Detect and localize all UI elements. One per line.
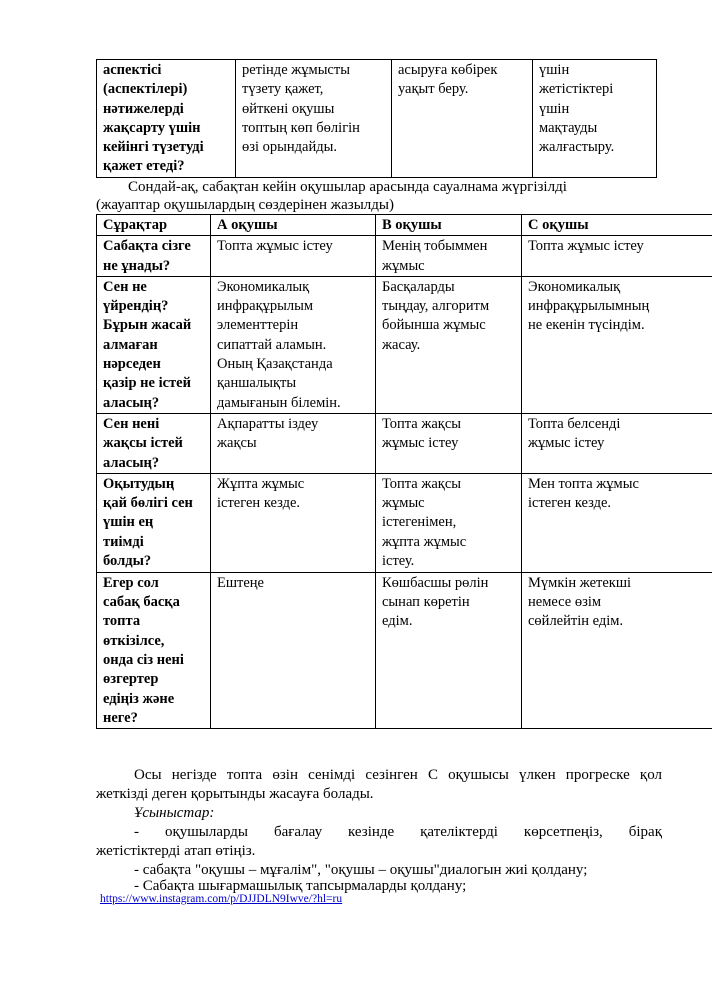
suggestion-item: - оқушыларды бағалау кезінде қателіктерді көрсетпеңіз, бірақ bbox=[134, 824, 662, 840]
suggestion-item: - сабақта "оқушы – мұғалім", "оқушы – оқушы"диалогын жиі қолдану; bbox=[134, 862, 588, 878]
answer-cell: Менің тобыммен жұмыс bbox=[376, 236, 522, 277]
table-cell: аспектісі (аспектілері) нәтижелерді жақсарту үшін кейінгі түзетуді қажет етеді? bbox=[97, 60, 236, 178]
answer-cell: Мен топта жұмыс істеген кезде. bbox=[522, 473, 712, 572]
answer-cell: Ештеңе bbox=[211, 572, 376, 728]
conclusion-line: жеткізді деген қорытынды жасауға болады. bbox=[96, 786, 374, 802]
question-cell: Егер сол сабақ басқа топта өткізілсе, онда сіз нені өзгертер едіңіз және неге? bbox=[97, 572, 211, 728]
table-row bbox=[97, 413, 712, 473]
answer-cell: Басқаларды тыңдау, алгоритм бойынша жұмыс жасау. bbox=[376, 276, 522, 413]
table-row bbox=[97, 60, 657, 178]
question-cell: Сен не үйрендің? Бұрын жасай алмаған нәрседен қазір не істей аласың? bbox=[97, 276, 211, 413]
top-table bbox=[96, 59, 657, 178]
suggestion-item: жетістіктерді атап өтіңіз. bbox=[96, 843, 256, 859]
answer-cell: Топта жұмыс істеу bbox=[522, 236, 712, 277]
answer-cell: Топта жақсы жұмыс істеу bbox=[376, 413, 522, 473]
answer-cell: Топта белсенді жұмыс істеу bbox=[522, 413, 712, 473]
table-cell: асыруға көбірек уақыт беру. bbox=[392, 60, 533, 178]
question-cell: Сабақта сізге не ұнады? bbox=[97, 236, 211, 277]
table-cell: үшін жетістіктері үшін мақтауды жалғастыру. bbox=[533, 60, 657, 178]
table-row bbox=[97, 276, 712, 413]
question-cell: Сен нені жақсы істей аласың? bbox=[97, 413, 211, 473]
answer-cell: Экономикалық инфрақұрылымның не екенін түсіндім. bbox=[522, 276, 712, 413]
answer-cell: Топта жақсы жұмыс істегенімен, жұпта жұмыс істеу. bbox=[376, 473, 522, 572]
answer-cell: Ақпаратты іздеу жақсы bbox=[211, 413, 376, 473]
column-header: С оқушы bbox=[522, 215, 712, 236]
answer-cell: Мүмкін жетекші немесе өзім сөйлейтін едім. bbox=[522, 572, 712, 728]
suggestions-title: Ұсыныстар: bbox=[134, 805, 215, 821]
suggestion-item: - Сабақта шығармашылық тапсырмаларды қолдану; bbox=[134, 878, 467, 894]
answer-cell: Экономикалық инфрақұрылым элементтерін сипаттай аламын. Оның Қазақстанда қаншалықты дамығанын білемін. bbox=[211, 276, 376, 413]
table-row bbox=[97, 236, 712, 277]
conclusion-line: Осы негізде топта өзін сенімді сезінген С оқушысы үлкен прогреске қол bbox=[134, 767, 662, 783]
intro-line: Сондай-ақ, сабақтан кейін оқушылар арасында сауалнама жүргізілді bbox=[128, 179, 567, 195]
table-row bbox=[97, 572, 712, 728]
table-cell: ретінде жұмысты түзету қажет, өйткені оқушы топтың көп бөлігін өзі орындайды. bbox=[236, 60, 392, 178]
question-cell: Оқытудың қай бөлігі сен үшін ең тиімді болды? bbox=[97, 473, 211, 572]
intro-line: (жауаптар оқушылардың сөздерінен жазылды) bbox=[96, 197, 394, 213]
answer-cell: Жұпта жұмыс істеген кезде. bbox=[211, 473, 376, 572]
table-row bbox=[97, 473, 712, 572]
column-header: А оқушы bbox=[211, 215, 376, 236]
table-header-row bbox=[97, 215, 712, 236]
column-header: Сұрақтар bbox=[97, 215, 211, 236]
column-header: В оқушы bbox=[376, 215, 522, 236]
answer-cell: Топта жұмыс істеу bbox=[211, 236, 376, 277]
answer-cell: Көшбасшы рөлін сынап көретін едім. bbox=[376, 572, 522, 728]
source-link[interactable]: https://www.instagram.com/p/DJJDLN9Iwve/?hl=ru bbox=[100, 893, 343, 905]
survey-table bbox=[96, 214, 712, 729]
